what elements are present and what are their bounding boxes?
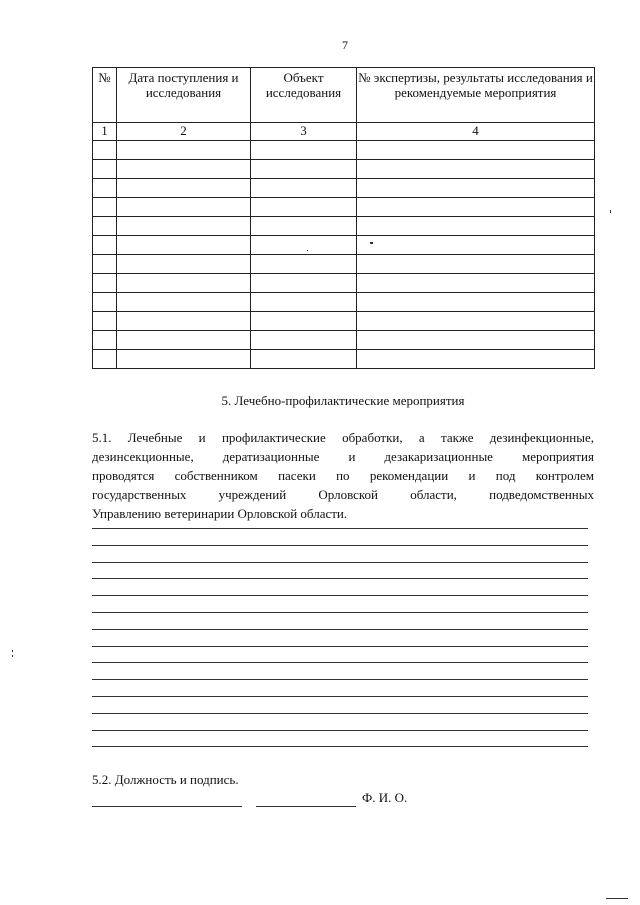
column-number-row <box>93 123 595 141</box>
table-cell <box>251 198 357 217</box>
table-cell <box>117 141 251 160</box>
table-cell <box>357 141 595 160</box>
blank-line <box>92 562 588 563</box>
page-number: 7 <box>342 38 348 52</box>
table-cell <box>357 350 595 369</box>
table-cell <box>117 217 251 236</box>
table-cell <box>93 274 117 293</box>
table-row <box>93 293 595 312</box>
table-row <box>93 236 595 255</box>
table-cell <box>251 331 357 350</box>
table-cell <box>251 255 357 274</box>
table-cell <box>357 255 595 274</box>
header-date: Дата поступления и исследования <box>117 68 251 123</box>
table-cell <box>251 236 357 255</box>
table-cell <box>251 141 357 160</box>
scan-speck <box>12 650 13 652</box>
table-cell <box>117 312 251 331</box>
table-row <box>93 331 595 350</box>
blank-line <box>92 528 588 529</box>
column-number: 2 <box>117 123 251 141</box>
blank-line <box>92 578 588 579</box>
blank-line <box>92 595 588 596</box>
table-cell <box>357 331 595 350</box>
table-cell <box>357 236 595 255</box>
paragraph-line: государственных учреждений Орловской области, подведомственных <box>92 487 594 502</box>
table-body <box>93 141 595 369</box>
table-cell <box>357 179 595 198</box>
section-paragraph <box>92 428 594 523</box>
table-cell <box>93 160 117 179</box>
table-cell <box>117 198 251 217</box>
blank-line <box>92 545 588 546</box>
paragraph-line: Управлению ветеринарии Орловской области. <box>92 506 348 521</box>
scan-speck <box>370 242 373 244</box>
table-cell <box>117 255 251 274</box>
header-object: Объект исследования <box>251 68 357 123</box>
table-cell <box>251 179 357 198</box>
fio-label: Ф. И. О. <box>362 790 408 805</box>
table-row <box>93 141 595 160</box>
table-cell <box>93 293 117 312</box>
header-results: № экспертизы, результаты исследования и рекомендуемые мероприятия <box>357 68 595 123</box>
table-cell <box>117 179 251 198</box>
column-number: 3 <box>251 123 357 141</box>
table-row <box>93 217 595 236</box>
research-table <box>92 67 595 369</box>
table-cell <box>93 141 117 160</box>
scan-speck <box>610 210 611 213</box>
paragraph-line: проводятся собственником пасеки по рекомендации и под контролем <box>92 468 594 483</box>
blank-line <box>92 646 588 647</box>
table-cell <box>251 160 357 179</box>
table-header-row <box>93 68 595 123</box>
section-title: 5. Лечебно-профилактические мероприятия <box>221 393 465 408</box>
table-row <box>93 274 595 293</box>
table-cell <box>357 274 595 293</box>
table-cell <box>93 217 117 236</box>
table-cell <box>357 217 595 236</box>
table-row <box>93 198 595 217</box>
table-cell <box>251 312 357 331</box>
blank-line <box>92 662 588 663</box>
table-cell <box>251 274 357 293</box>
table-cell <box>251 293 357 312</box>
signature-line <box>256 806 356 807</box>
table-cell <box>93 255 117 274</box>
table-cell <box>117 274 251 293</box>
blank-line <box>92 730 588 731</box>
table-cell <box>117 236 251 255</box>
blank-line <box>92 713 588 714</box>
table-cell <box>251 350 357 369</box>
blank-line <box>92 679 588 680</box>
column-number: 1 <box>93 123 117 141</box>
table-cell <box>93 179 117 198</box>
table-row <box>93 160 595 179</box>
table-cell <box>357 160 595 179</box>
table-cell <box>93 236 117 255</box>
position-signature-line <box>92 806 242 807</box>
scan-speck <box>606 898 628 899</box>
table-row <box>93 350 595 369</box>
signature-title: 5.2. Должность и подпись. <box>92 772 239 787</box>
header-number: № <box>93 68 117 123</box>
column-number: 4 <box>357 123 595 141</box>
table-cell <box>117 293 251 312</box>
blank-line <box>92 746 588 747</box>
table-cell <box>357 293 595 312</box>
paragraph-line: 5.1. Лечебные и профилактические обработки, а также дезинфекционные, <box>92 430 594 445</box>
blank-line <box>92 629 588 630</box>
blank-line <box>92 696 588 697</box>
table-cell <box>93 312 117 331</box>
table-cell <box>357 198 595 217</box>
table-row <box>93 179 595 198</box>
table-cell <box>357 312 595 331</box>
table-cell <box>117 331 251 350</box>
blank-line <box>92 612 588 613</box>
scan-speck <box>307 250 308 251</box>
table-row <box>93 255 595 274</box>
table-cell <box>93 350 117 369</box>
table-row <box>93 312 595 331</box>
paragraph-line: дезинсекционные, дератизационные и дезакаризационные мероприятия <box>92 449 594 464</box>
table-cell <box>251 217 357 236</box>
scan-speck <box>12 655 13 657</box>
table-cell <box>93 198 117 217</box>
table-cell <box>93 331 117 350</box>
table-cell <box>117 160 251 179</box>
table-cell <box>117 350 251 369</box>
